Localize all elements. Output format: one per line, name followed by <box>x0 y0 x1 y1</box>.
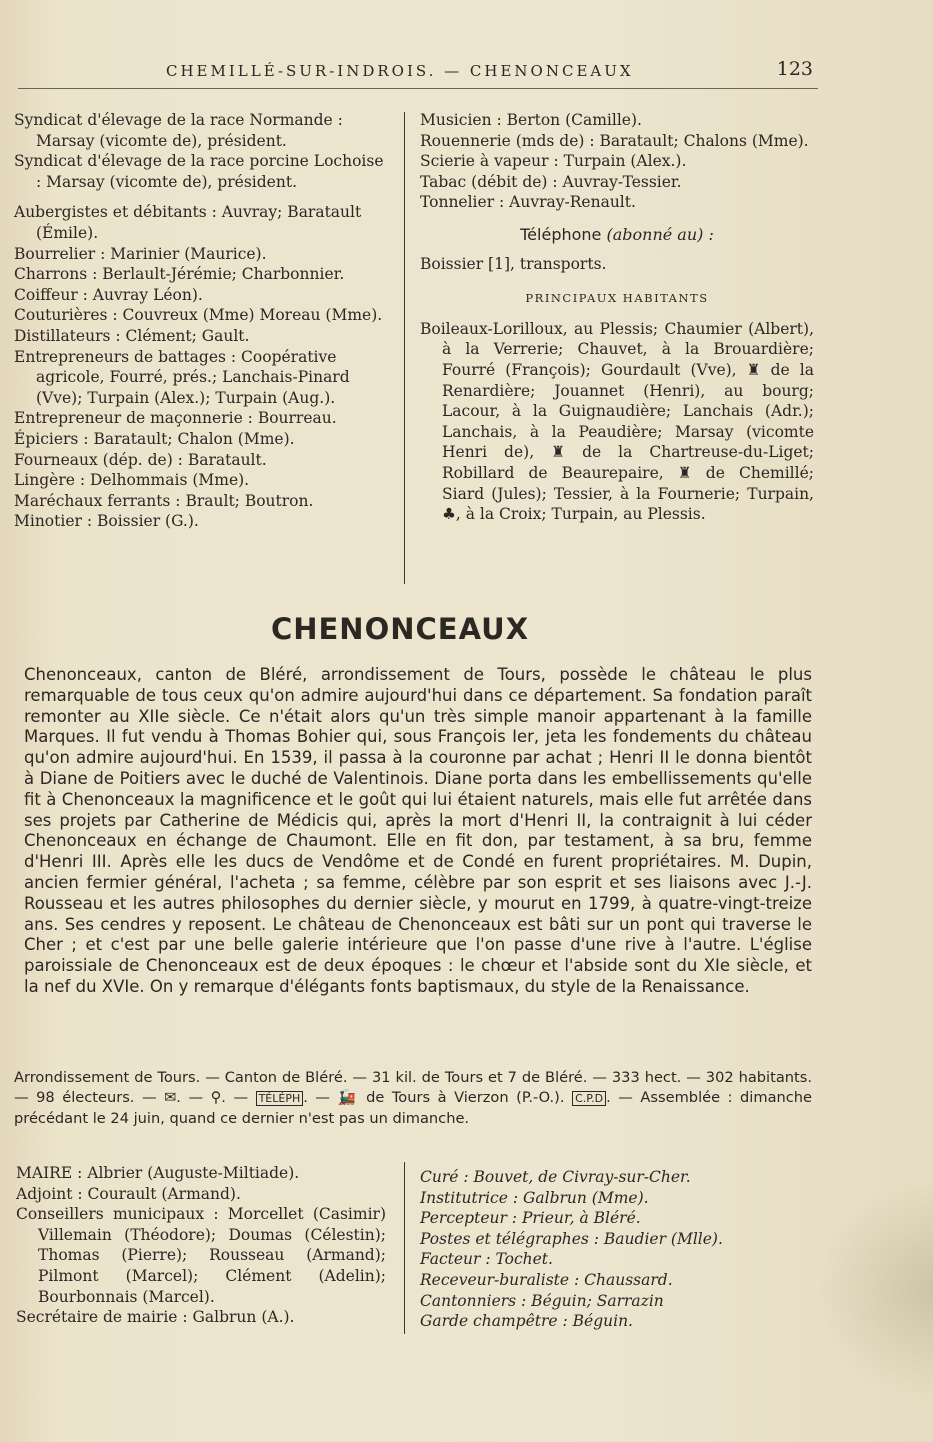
list-item: Secrétaire de mairie : Galbrun (A.). <box>16 1308 295 1327</box>
list-item: Distillateurs : Clément; Gault. <box>14 326 250 345</box>
list-item: Couturières : Couvreux (Mme) Moreau (Mme). <box>14 306 383 325</box>
town-title: CHENONCEAUX <box>270 612 530 646</box>
column-separator-top <box>404 112 405 584</box>
town-description <box>14 665 812 998</box>
telephone-title-italic: (abonné au) : <box>606 224 714 244</box>
list-item: Curé : Bouvet, de Civray-sur-Cher. <box>420 1168 691 1186</box>
list-item: Garde champêtre : Béguin. <box>420 1312 633 1331</box>
list-item: Percepteur : Prieur, à Bléré. <box>420 1209 641 1228</box>
list-item: Syndicat d'élevage de la race porcine Lochoise : Marsay (vicomte de), président. <box>14 152 384 191</box>
left-column-directory <box>14 110 392 532</box>
bottom-left-officials <box>16 1163 386 1328</box>
right-column-directory <box>420 110 814 525</box>
telephone-title: Téléphone <box>520 224 602 244</box>
list-item: Tonnelier : Auvray-Renault. <box>420 193 636 212</box>
running-title: CHEMILLÉ-SUR-INDROIS. — CHENONCEAUX <box>166 62 634 80</box>
list-item: Facteur : Tochet. <box>420 1250 553 1269</box>
list-item: Entrepreneurs de battages : Coopérative agricole, Fourré, prés.; Lanchais-Pinard (Vve); Turpain (Alex.); Turpain (Aug.). <box>14 347 350 407</box>
column-separator-bottom <box>404 1162 405 1334</box>
list-item: Musicien : Berton (Camille). <box>420 111 642 129</box>
list-item: Syndicat d'élevage de la race Normande : Marsay (vicomte de), président. <box>14 111 343 150</box>
list-item: Coiffeur : Auvray Léon). <box>14 285 203 304</box>
list-item: Rouennerie (mds de) : Baratault; Chalons (Mme). <box>420 131 809 150</box>
cpd-box: C.P.D <box>572 1091 606 1106</box>
list-item: Conseillers municipaux : Morcellet (Casimir) Villemain (Théodore); Doumas (Célestin); Thomas (Pierre); Rousseau (Armand); Pilmont (Marcel); Clément (Adelin); Bourbonnais (Marcel). <box>16 1205 386 1306</box>
page-number: 123 <box>776 58 813 80</box>
list-item: Tabac (débit de) : Auvray-Tessier. <box>420 172 682 191</box>
list-item: Bourrelier : Marinier (Maurice). <box>14 244 267 263</box>
stats-text-2: . — 🚂 de Tours à Vierzon (P.-O.). <box>303 1089 565 1106</box>
list-item: Maréchaux ferrants : Brault; Boutron. <box>14 491 314 510</box>
header-rule <box>18 88 818 89</box>
list-item: Institutrice : Galbrun (Mme). <box>420 1188 649 1207</box>
stats-text-3: . — Assemblée : dimanche précédant le 24 juin, quand ce dernier n'est pas un dimanche. <box>14 1089 813 1127</box>
principaux-text: Boileaux-Lorilloux, au Plessis; Chaumier (Albert), à la Verrerie; Chauvet, à la Brouardière; Fourré (François); Gourdault (Vve), ♜ de la Renardière; Jouannet (Henri), au bourg; Lacour, à la Guignaudière; Lanchais (Adr.); Lanchais, à la Peaudière; Marsay (vicomte Henri de), ♜ de la Chartreuse-du-Liget; Robillard de Beaurepaire, ♜ de Chemillé; Siard (Jules); Tessier, à la Fournerie; Turpain, ♣, à la Croix; Turpain, au Plessis. <box>420 319 814 524</box>
list-item: Minotier : Boissier (G.). <box>14 512 199 531</box>
page-edge-shadow <box>813 1180 933 1400</box>
list-item: Receveur-buraliste : Chaussard. <box>420 1270 673 1289</box>
page-header <box>0 58 933 84</box>
town-statistics <box>14 1068 812 1129</box>
description-paragraph: Chenonceaux, canton de Bléré, arrondissement de Tours, possède le château le plus remarquable de tous ceux qu'on admire aujourd'hui dans ce département. Sa fondation paraît remonter au XIIe siècle. Ce n'était alors qu'un très simple manoir appartenant à la famille Marques. Il fut vendu à Thomas Bohier qui, sous François Ier, jeta les fondements du château qu'on admire aujourd'hui. En 1539, il passa à la couronne par achat ; Henri II le donna bientôt à Diane de Poitiers avec le duché de Valentinois. Diane porta dans les embellissements qu'elle fit à Chenonceaux la magnificence et le goût qui lui étaient naturels, mais elle fut arrêtée dans ses projets par Catherine de Médicis qui, après la mort d'Henri II, la contraignit à lui céder Chenonceaux en échange de Chaumont. Elle en fit don, par testament, à sa bru, femme d'Henri III. Après elle les ducs de Vendôme et de Condé en furent propriétaires. M. Dupin, ancien fermier général, l'acheta ; sa femme, célèbre par son esprit et ses liaisons avec J.-J. Rousseau et les autres philosophes du dernier siècle, y mourut en 1799, à quatre-vingt-treize ans. Ses cendres y reposent. Le château de Chenonceaux est bâti sur un pont qui traverse le Cher ; et c'est par une belle galerie intérieure que l'on passe d'une rive à l'autre. L'église paroissiale de Chenonceaux est de deux époques : le chœur et l'abside sont du XIe siècle, et la nef du XVIe. On y remarque d'élégants fonts baptismaux, du style de la Renaissance. <box>24 665 812 996</box>
list-item: Scierie à vapeur : Turpain (Alex.). <box>420 152 687 171</box>
list-item: Postes et télégraphes : Baudier (Mlle). <box>420 1229 723 1248</box>
telephone-box: TÉLÉPH <box>256 1091 304 1106</box>
bottom-right-officials <box>420 1167 820 1332</box>
principaux-heading: PRINCIPAUX HABITANTS <box>525 291 709 306</box>
stats-text-1: Arrondissement de Tours. — Canton de Bléré. — 31 kil. de Tours et 7 de Bléré. — 333 hect. — 302 habitants. — 98 électeurs. — ✉. — ⚲. — <box>14 1069 812 1106</box>
list-item: Charrons : Berlault-Jérémie; Charbonnier. <box>14 265 345 284</box>
telephone-heading <box>420 225 814 246</box>
telephone-entry: Boissier [1], transports. <box>420 254 607 273</box>
list-item: Cantonniers : Béguin; Sarrazin <box>420 1291 664 1310</box>
list-item: Entrepreneur de maçonnerie : Bourreau. <box>14 409 337 428</box>
list-item: Lingère : Delhommais (Mme). <box>14 471 250 490</box>
list-item: MAIRE : Albrier (Auguste-Miltiade). <box>16 1164 300 1182</box>
list-item: Épiciers : Baratault; Chalon (Mme). <box>14 429 295 448</box>
list-item: Adjoint : Courault (Armand). <box>16 1184 241 1203</box>
list-item: Aubergistes et débitants : Auvray; Baratault (Émile). <box>14 203 362 242</box>
list-item: Fourneaux (dép. de) : Baratault. <box>14 450 267 469</box>
